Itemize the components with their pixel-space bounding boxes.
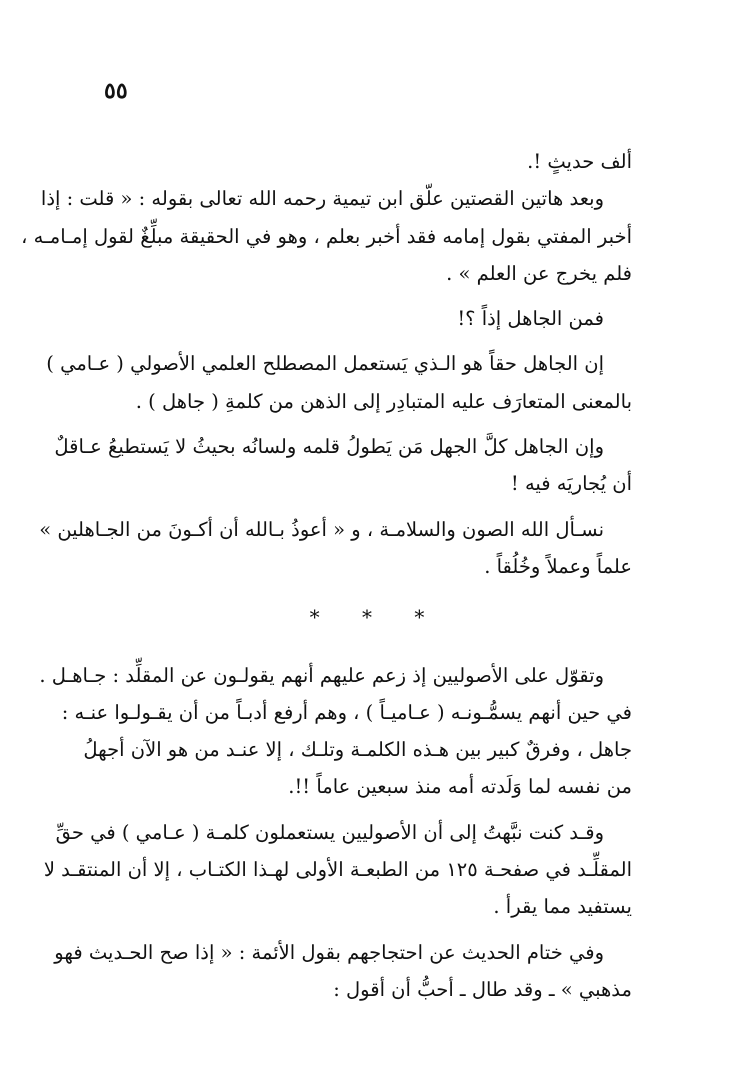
text-line: نسـأل الله الصون والسلامـة ، و « أعوذُ بـالله أن أكـونَ من الجـاهلين » xyxy=(39,517,604,541)
text-line: المقلِّـد في صفحـة ١٢٥ من الطبعـة الأولى لهـذا الكتـاب ، إلا أن المنتقـد لا xyxy=(43,858,632,882)
text-line: فمن الجاهل إذاً ؟! xyxy=(457,307,604,331)
paragraph xyxy=(102,300,632,337)
text-line: فلم يخرج عن العلم » . xyxy=(446,261,632,285)
paragraph xyxy=(54,428,632,503)
text-line: بالمعنى المتعارَف عليه المتبادِر إلى الذهن من كلمةِ ( جاهل ) . xyxy=(135,389,632,413)
text-line: مذهبي » ـ وقد طال ـ أحبُّ أن أقول : xyxy=(333,977,632,1001)
paragraph xyxy=(43,814,632,926)
text-line: أن يُجاريَه فيه ! xyxy=(510,472,632,496)
text-line: ألف حديثٍ !. xyxy=(527,150,632,173)
paragraph xyxy=(39,511,632,586)
text-line: من نفسه لما وَلَدته أمه منذ سبعين عاماً !!. xyxy=(288,775,632,799)
paragraph xyxy=(102,143,632,180)
text-line: جاهل ، وفرقٌ كبير بين هـذه الكلمـة وتلـك ، إلا عنـد من هو الآن أجهلُ xyxy=(83,738,632,762)
text-line: وفي ختام الحديث عن احتجاجهم بقول الأئمة : « إذا صح الحـديث فهو xyxy=(54,940,604,964)
text-line: علماً وعملاً وخُلُقاً . xyxy=(484,554,632,578)
text-line: يستفيد مما يقرأ . xyxy=(493,895,632,919)
section-before-separator xyxy=(21,143,632,585)
text-line: وإن الجاهل كلَّ الجهل مَن يَطولُ قلمه ولسانُه بحيثُ لا يَستطيعُ عـاقلٌ xyxy=(54,435,604,459)
paragraph xyxy=(39,657,632,806)
text-line: وقـد كنت نبَّهتُ إلى أن الأصوليين يستعملون كلمـة ( عـامي ) في حقِّ xyxy=(55,820,604,844)
paragraph xyxy=(21,180,632,292)
text-line: وتقوّل على الأصوليين إذ زعم عليهم أنهم يقولـون عن المقلِّد : جـاهـل . xyxy=(39,663,604,687)
body-text xyxy=(21,143,632,1016)
text-line: وبعد هاتين القصتين علّق ابن تيمية رحمه الله تعالى بقوله : « قلت : إذا xyxy=(40,187,604,211)
paragraph xyxy=(54,934,632,1009)
section-after-separator xyxy=(39,657,632,1009)
text-line: أخبر المفتي بقول إمامه فقد أخبر بعلم ، وهو في الحقيقة مبلِّغٌ لقول إمـامـه ، xyxy=(21,224,632,248)
text-line: إن الجاهل حقاً هو الـذي يَستعمل المصطلح العلمي الأصولي ( عـامي ) xyxy=(46,352,604,376)
page-number: ٥٥ xyxy=(104,78,128,104)
section-separator: * * * xyxy=(309,605,443,630)
paragraph xyxy=(46,345,632,420)
text-line: في حين أنهم يسمُّـونـه ( عـاميـاً ) ، وهم أرفع أدبـاً من أن يقـولـوا عنـه : xyxy=(61,700,632,724)
